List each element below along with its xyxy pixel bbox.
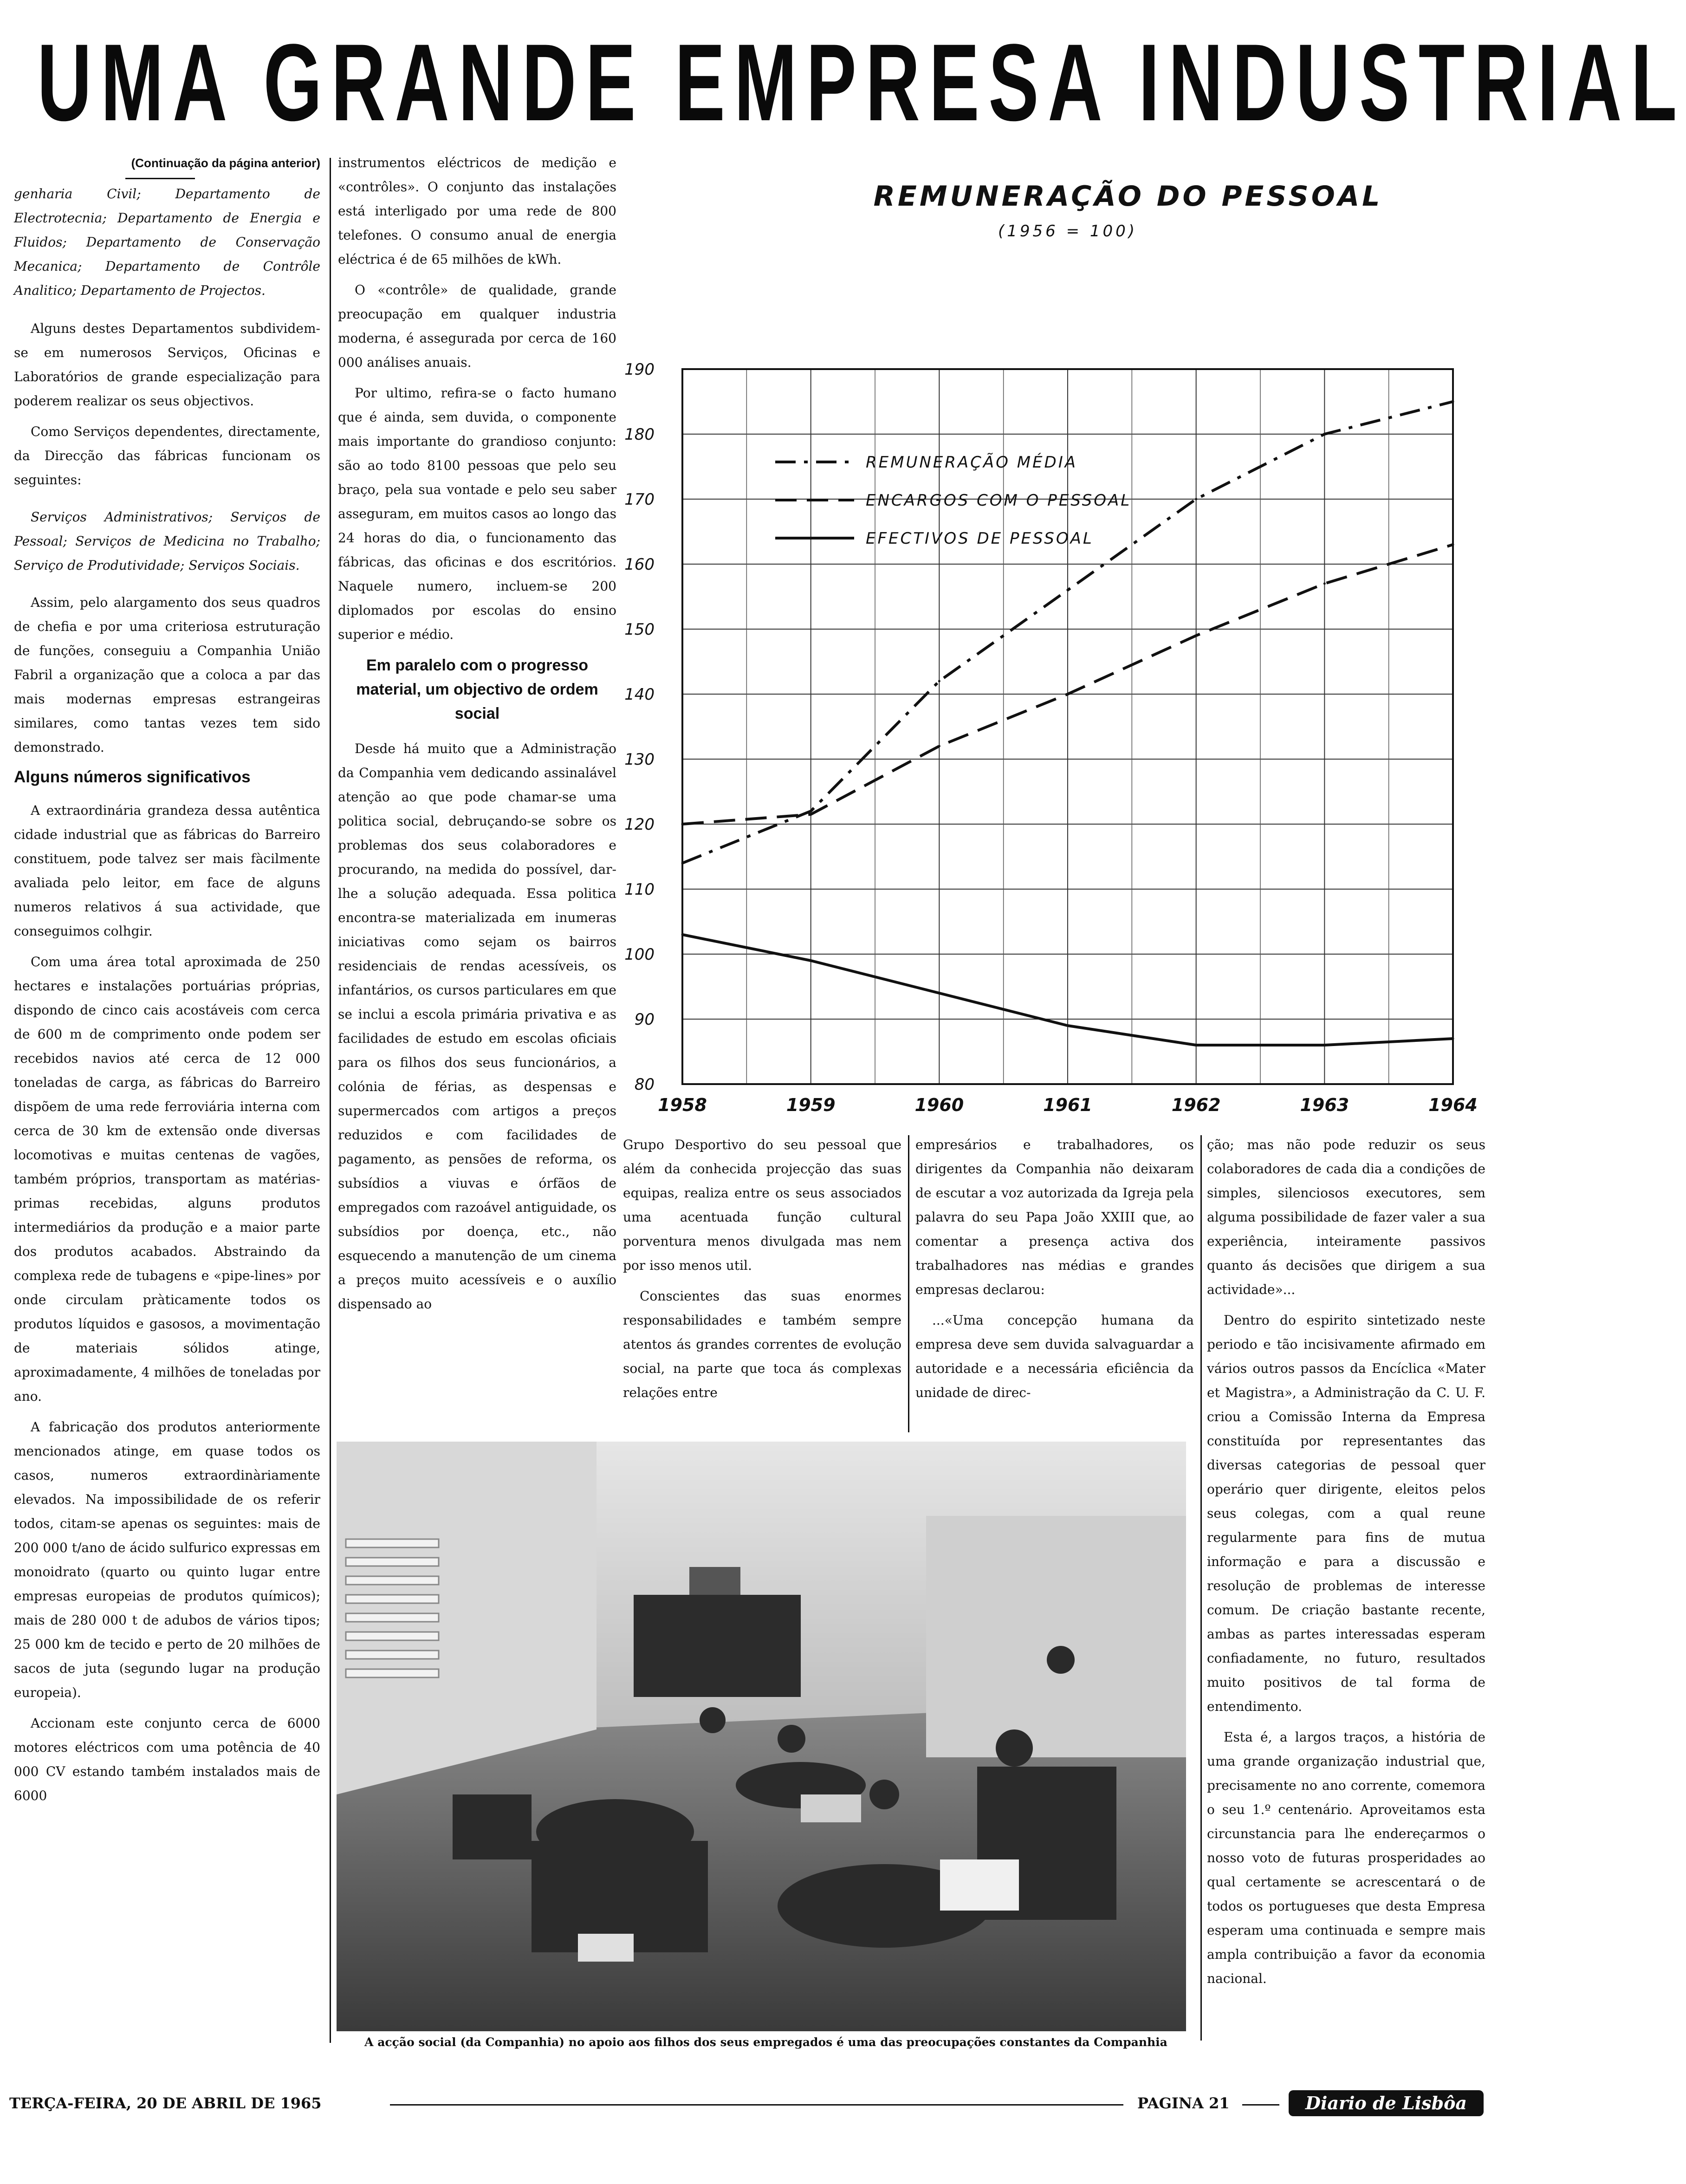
data-point — [1323, 433, 1326, 436]
y-tick-label: 100 — [624, 945, 655, 964]
y-tick-label: 130 — [624, 750, 655, 769]
paragraph: Como Serviços dependentes, directamente, da Direcção das fábricas funcionam os seguintes: — [14, 424, 320, 488]
headline: UMA GRANDE EMPRESA INDUSTRIAL — [37, 21, 1686, 144]
data-point — [681, 934, 684, 936]
data-point — [1067, 589, 1069, 592]
data-point — [1323, 583, 1326, 585]
continuation-rule — [125, 178, 195, 179]
y-tick-label: 180 — [624, 425, 655, 444]
data-point — [1452, 544, 1454, 546]
y-tick-label: 120 — [624, 815, 655, 834]
article-column-3 — [623, 1133, 901, 1435]
y-tick-label: 90 — [634, 1010, 655, 1029]
paragraph: Alguns destes Departamentos subdividem-se em numerosos Serviços, Oficinas e Laboratórios de grande especialização para poderem realizar os seus objectivos. — [14, 321, 320, 409]
y-tick-label: 160 — [624, 555, 655, 574]
footer-rule — [1242, 2104, 1279, 2106]
data-point — [1195, 1044, 1197, 1046]
article-column-5 — [1207, 1133, 1485, 2057]
x-tick-label: 1962 — [1171, 1095, 1221, 1115]
paragraph: empresários e trabalhadores, os dirigentes da Companhia não deixaram de escutar a voz autorizada da Igreja pela palavra do seu Papa João XXIII que, ao comentar a presença activa dos trabalhadores nas médias e grandes empresas declarou: — [915, 1137, 1194, 1297]
article-column-4 — [915, 1133, 1194, 1435]
subheading-numbers: Alguns números significativos — [14, 768, 251, 786]
paragraph: Por ultimo, refira-se o facto humano que é ainda, sem duvida, o componente mais importante do grandioso conjunto: são ao todo 8100 pessoas que pelo seu braço, pela sua vontade e pelo seu saber asseguram, em muitos casos ao longo das 24 horas do dia, o funcionamento das fábricas, das oficinas e dos escritórios. Naquele numero, incluem-se 200 diplomados por escolas do ensino superior e médio. — [338, 385, 616, 642]
masthead-text: Diario de Lisbôa — [1305, 2093, 1467, 2113]
x-tick-label: 1959 — [786, 1095, 836, 1115]
y-tick-label: 150 — [624, 620, 655, 639]
y-tick-label: 140 — [624, 685, 655, 704]
line-chart — [622, 344, 1478, 1133]
x-tick-label: 1958 — [658, 1095, 707, 1115]
y-tick-label: 190 — [624, 360, 655, 379]
article-column-1 — [14, 151, 320, 2059]
paragraph: genharia Civil; Departamento de Electrotecnia; Departamento de Energia e Fluidos; Departamento de Conservação Mecanica; Departamento de Contrôle Analitico; Departamento de Projectos. — [14, 186, 320, 298]
column-rule — [1200, 1135, 1202, 2041]
chart-title: REMUNERAÇÃO DO PESSOAL — [873, 180, 1383, 213]
paragraph: Conscientes das suas enormes responsabilidades e também sempre atentos ás grandes correntes de evolução social, na parte que toca ás complexas relações entre — [623, 1288, 901, 1400]
data-point — [938, 680, 940, 682]
data-point — [1067, 693, 1069, 696]
article-column-2 — [338, 151, 616, 1430]
chart-subtitle: (1956 = 100) — [998, 222, 1138, 240]
data-point — [810, 813, 812, 816]
data-point — [1195, 635, 1197, 637]
footer-rule — [390, 2104, 1123, 2106]
paragraph: A fabricação dos produtos anteriormente mencionados atinge, em quase todos os casos, numeros extraordinàriamente elevados. Na impossibilidade de os referir todos, citam-se apenas os seguintes: mais de 200 000 t/ano de ácido sulfurico expressas em monoidrato (quarto ou quinto lugar entre empresas europeias de produtos químicos); mais de 280 000 t de adubos de vários tipos; 25 000 km de tecido e perto de 20 milhões de sacos de juta (segundo lugar na produção europeia). — [14, 1419, 320, 1700]
page-number: PAGINA 21 — [1131, 2093, 1236, 2113]
y-tick-label: 170 — [624, 490, 655, 509]
column-rule — [908, 1135, 909, 1432]
x-tick-label: 1964 — [1428, 1095, 1478, 1115]
y-tick-label: 80 — [634, 1075, 655, 1094]
photo-illustration — [337, 1442, 1186, 2031]
data-point — [1323, 1044, 1326, 1046]
data-point — [810, 810, 812, 812]
paragraph: Desde há muito que a Administração da Companhia vem dedicando assinalável atenção ao que pode chamar-se uma politica social, debruçando-se sobre os problemas dos seus colaboradores e procurando, na medida do possível, dar-lhe a solução adequada. Essa politica encontra-se materializada em inumeras iniciativas como sejam os bairros residenciais de rendas acessíveis, os infantários, os cursos particulares em que se inclui a escola primária privativa e as facilidades de estudo em escolas oficiais para os filhos dos seus funcionários, a colónia de férias, as despensas e supermercados com artigos a preços reduzidos e com facilidades de pagamento, as pensões de reforma, os subsídios a viuvas e órfãos de empregados com razoável antiguidade, os subsídios por doença, etc., não esquecendo a manutenção de um cinema a preços muito acessíveis e o auxílio dispensado ao — [338, 741, 616, 1312]
photo-caption: A acção social (da Companhia) no apoio aos filhos dos seus empregados é uma das preocupações constantes da Companhia — [364, 2035, 1167, 2049]
footer-date: TERÇA-FEIRA, 20 DE ABRIL DE 1965 — [9, 2094, 322, 2112]
x-tick-label: 1963 — [1300, 1095, 1349, 1115]
data-point — [810, 960, 812, 962]
x-tick-label: 1961 — [1043, 1095, 1092, 1115]
paragraph: ...«Uma concepção humana da empresa deve sem duvida salvaguardar a autoridade e a necessária eficiência da unidade de direc- — [915, 1313, 1194, 1400]
paragraph: Accionam este conjunto cerca de 6000 motores eléctricos com uma potência de 40 000 CV estando também instalados mais de 6000 — [14, 1716, 320, 1803]
paragraph: Assim, pelo alargamento dos seus quadros de chefia e por uma criteriosa estruturação de funções, conseguiu a Companhia União Fabril a organização que a coloca a par das mais modernas empresas estrangeiras similares, como tantas vezes tem sido demonstrado. — [14, 595, 320, 755]
paragraph: instrumentos eléctricos de medição e «contrôles». O conjunto das instalações está interligado por uma rede de 800 telefones. O consumo anual de energia eléctrica é de 65 milhões de kWh. — [338, 155, 616, 267]
column-rule — [330, 158, 331, 2043]
legend-label: ENCARGOS COM O PESSOAL — [866, 491, 1132, 510]
data-point — [1067, 1025, 1069, 1027]
paragraph: Com uma área total aproximada de 250 hectares e instalações portuárias próprias, dispondo de cinco cais acostáveis com cerca de 600 m de comprimento onde podem ser recebidos navios até cerca de 12 000 toneladas de carga, as fábricas do Barreiro dispõem de uma rede ferroviária interna com cerca de 30 km de extensão onde diversas locomotivas e muitas centenas de vagões, também próprios, transportam as matérias-primas recebidas, alguns produtos intermediários da produção e a maior parte dos produtos acabados. Abstraindo da complexa rede de tubagens e «pipe-lines» por onde circulam pràticamente todos os produtos líquidos e gasosos, a movimentação de materiais sólidos atinge, aproximadamente, 4 milhões de toneladas por ano. — [14, 954, 320, 1404]
photo-children-room — [337, 1442, 1186, 2031]
paragraph: Serviços Administrativos; Serviços de Pessoal; Serviços de Medicina no Trabalho; Serviço de Produtividade; Serviços Sociais. — [14, 509, 320, 573]
continuation-note: (Continuação da página anterior) — [131, 156, 320, 170]
legend-label: EFECTIVOS DE PESSOAL — [866, 529, 1094, 548]
paragraph: Dentro do espirito sintetizado neste periodo e tão incisivamente afirmado em vários outros passos da Encíclica «Mater et Magistra», a Administração da C. U. F. criou a Comissão Interna da Empresa constituída por representantes das diversas categorias de pessoal quer operário quer dirigente, eleitos pelos seus colegas, com a qual reune regularmente para fins de mutua informação e para a discussão e resolução de problemas de interesse comum. De criação bastante recente, ambas as partes interessadas esperam confiadamente, no futuro, resultados muito positivos de tal forma de entendimento. — [1207, 1313, 1485, 1714]
data-point — [681, 862, 684, 864]
paragraph: ção; mas não pode reduzir os seus colaboradores de cada dia a condições de simples, silenciosos executores, sem alguma possibilidade de fazer valer a sua experiência, inteiramente passivos quanto ás decisões que dirigem a sua actividade»... — [1207, 1137, 1485, 1297]
paragraph: A extraordinária grandeza dessa autêntica cidade industrial que as fábricas do Barreiro constituem, pode talvez ser mais fàcilmente avaliada pelo leitor, em face de alguns numeros relativos á sua actividade, que conseguimos colhgir. — [14, 803, 320, 939]
data-point — [938, 745, 940, 748]
data-point — [681, 823, 684, 826]
paragraph: O «contrôle» de qualidade, grande preocupação em qualquer industria moderna, é assegurada por cerca de 160 000 análises anuais. — [338, 282, 616, 370]
y-tick-label: 110 — [624, 880, 655, 899]
section-heading-social: Em paralelo com o progresso material, um objectivo de ordem social — [356, 656, 598, 722]
x-tick-label: 1960 — [914, 1095, 964, 1115]
data-point — [938, 992, 940, 994]
data-point — [1452, 401, 1454, 403]
data-point — [1452, 1038, 1454, 1040]
data-point — [1195, 498, 1197, 500]
legend-label: REMUNERAÇÃO MÉDIA — [866, 453, 1077, 472]
paragraph: Esta é, a largos traços, a história de uma grande organização industrial que, precisamente no ano corrente, comemora o seu 1.º centenário. Aproveitamos esta circunstancia para lhe endereçarmos o nosso voto de futuras prosperidades ao qual certamente se acrescentará o de todos os portugueses que desta Empresa esperam uma continuada e sempre mais ampla contribuição a favor da economia nacional. — [1207, 1729, 1485, 1986]
masthead-logo — [1289, 2090, 1484, 2116]
paragraph: Grupo Desportivo do seu pessoal que além da conhecida projecção das suas equipas, realiza entre os seus associados uma acentuada função cultural porventura menos divulgada mas nem por isso menos util. — [623, 1137, 901, 1273]
